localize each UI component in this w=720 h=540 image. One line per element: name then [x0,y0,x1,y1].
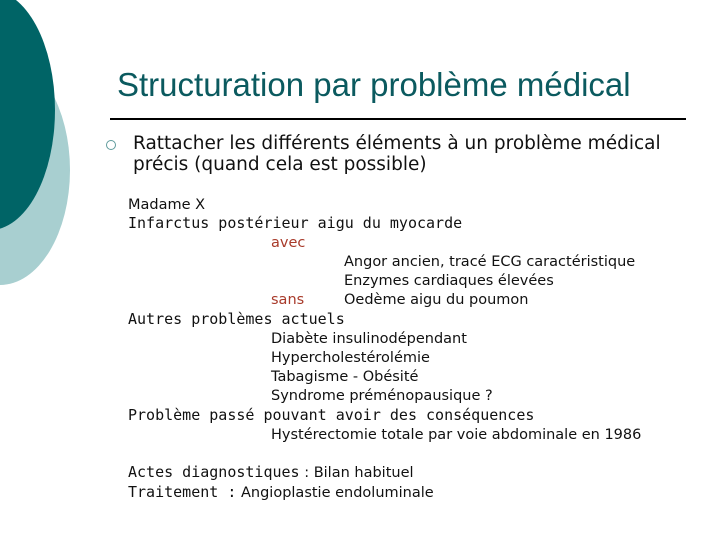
other-problems-header: Autres problèmes actuels [128,310,345,328]
traitement-label: Traitement : [128,483,237,501]
actes-value: : Bilan habituel [299,465,414,481]
traitement-line [128,483,434,502]
past-hysterectomie: Hystérectomie totale par voie abdominale en 1986 [271,427,642,443]
bullet-circle-icon [106,140,116,150]
problem-hypercholesterolemie: Hypercholestérolémie [271,350,430,366]
main-diagnosis: Infarctus postérieur aigu du myocarde [128,214,463,232]
patient-name: Madame X [128,197,206,213]
finding-oedeme: Oedème aigu du poumon [344,292,529,308]
title-underline [110,118,686,120]
problem-diabete: Diabète insulinodépendant [271,331,467,347]
actes-line [128,463,414,482]
problem-syndrome: Syndrome préménopausique ? [271,388,493,404]
finding-angor: Angor ancien, tracé ECG caractéristique [344,254,636,270]
slide-title: Structuration par problème médical [117,66,631,103]
decorative-shapes [0,0,80,300]
qualifier-avec: avec [271,235,306,251]
finding-enzymes: Enzymes cardiaques élevées [344,273,554,289]
actes-label: Actes diagnostiques [128,463,300,481]
traitement-value: Angioplastie endoluminale [236,485,434,501]
qualifier-sans: sans [271,292,305,308]
past-problem-header: Problème passé pouvant avoir des conséquences [128,406,535,424]
problem-tabagisme: Tabagisme - Obésité [271,369,419,385]
bullet-text: Rattacher les différents éléments à un problème médical précis (quand cela est possible) [133,133,661,175]
